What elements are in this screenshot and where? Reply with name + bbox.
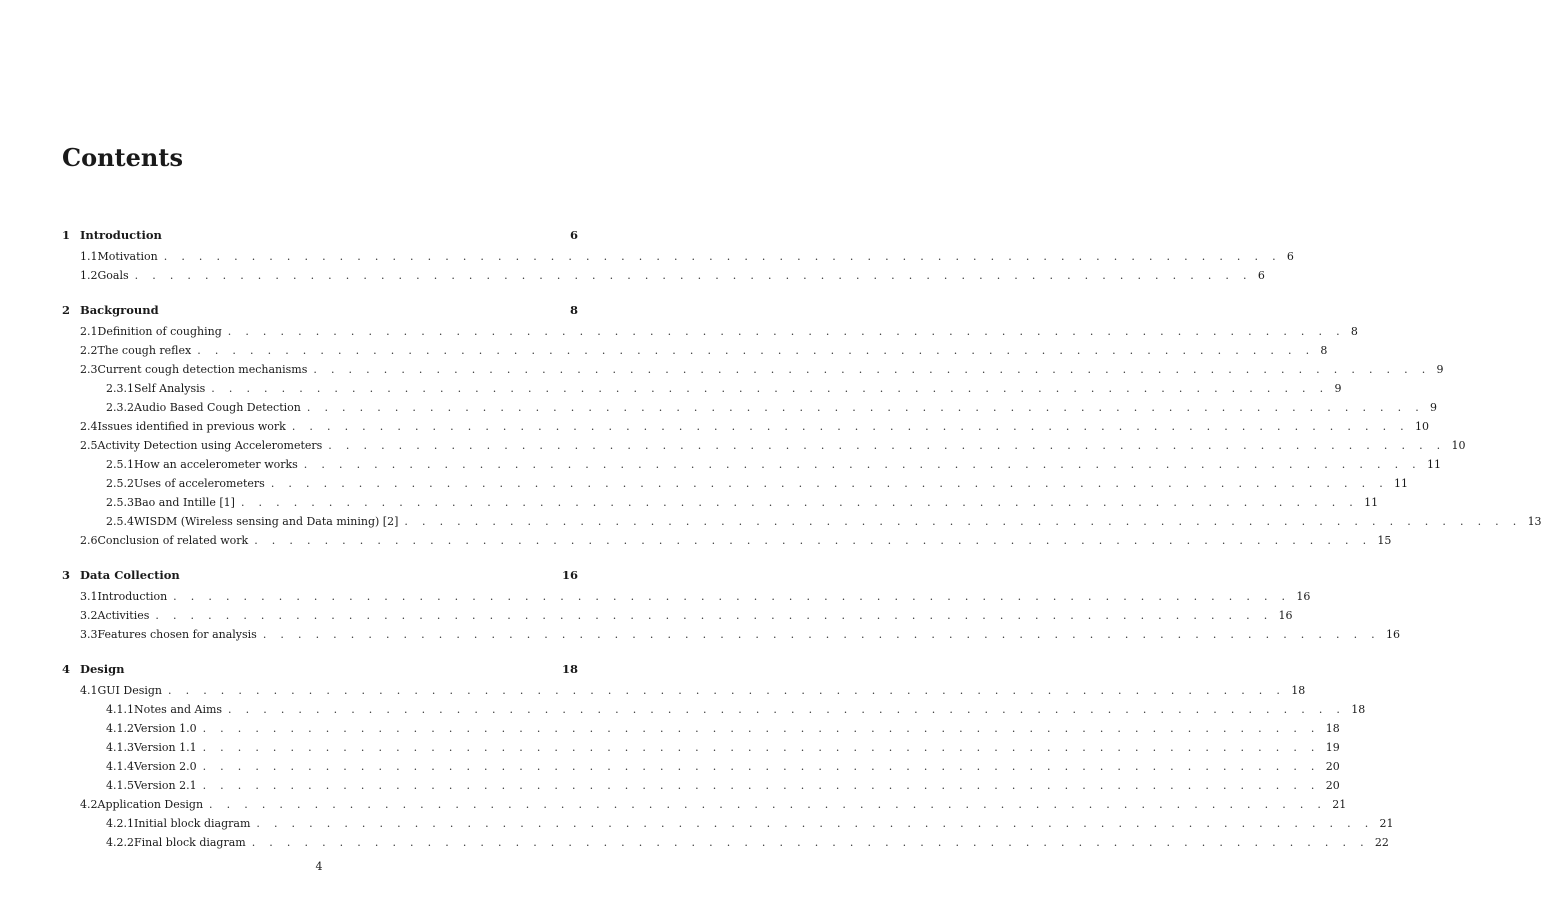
toc-section-entry[interactable]: [62, 436, 1466, 455]
dot-leader: . . . . . . . . . . . . . . . . . . . . . . . . . . . . . . . . . . . . . . . . . . . . . . . . . . . . . . . . . . . . . . . .: [228, 703, 1346, 716]
entry-page-number: 9: [1334, 382, 1342, 395]
chapter-title: Data Collection: [80, 568, 180, 582]
entry-page-number: 19: [1325, 741, 1340, 754]
page-title: Contents: [62, 143, 183, 172]
dot-leader: . . . . . . . . . . . . . . . . . . . . . . . . . . . . . . . . . . . . . . . . . . . . . . . . . . . . . . . . . . . . . . . .: [251, 836, 1369, 849]
entry-page-number: 8: [1350, 325, 1358, 338]
entry-page-number: 21: [1332, 798, 1347, 811]
entry-page-number: 20: [1325, 760, 1340, 773]
entry-page-number: 10: [1451, 439, 1466, 452]
entry-number: 4.2.1: [106, 817, 134, 830]
chapter-page-number: 6: [569, 228, 578, 242]
entry-page-number: 18: [1351, 703, 1366, 716]
entry-number: 4.1.5: [106, 779, 134, 792]
dot-leader: . . . . . . . . . . . . . . . . . . . . . . . . . . . . . . . . . . . . . . . . . . . . . . . . . . . . . . . . . . . . . . . .: [202, 779, 1320, 792]
toc-subsection-entry[interactable]: [62, 474, 1409, 493]
entry-title: Version 2.0: [134, 760, 197, 773]
entry-title: Motivation: [97, 250, 158, 263]
entry-number: 2.4: [80, 420, 98, 433]
entry-title: Bao and Intille [1]: [134, 496, 235, 509]
toc-subsection-entry[interactable]: [62, 719, 1340, 738]
entry-number: 2.3.1: [106, 382, 134, 395]
dot-leader: . . . . . . . . . . . . . . . . . . . . . . . . . . . . . . . . . . . . . . . . . . . . . . . . . . . . . . . . . . . . . . . .: [303, 458, 1421, 471]
toc-section-entry[interactable]: [62, 681, 1306, 700]
chapter-title: Background: [80, 303, 159, 317]
toc-subsection-entry[interactable]: [62, 814, 1394, 833]
entry-title: Final block diagram: [134, 836, 246, 849]
toc-subsection-entry[interactable]: [62, 493, 1379, 512]
entry-page-number: 16: [1278, 609, 1293, 622]
entry-number: 2.5.2: [106, 477, 134, 490]
entry-number: 2.5.4: [106, 515, 134, 528]
dot-leader: . . . . . . . . . . . . . . . . . . . . . . . . . . . . . . . . . . . . . . . . . . . . . . . . . . . . . . . . . . . . . . . .: [134, 269, 1252, 282]
entry-page-number: 9: [1430, 401, 1438, 414]
toc-section-entry[interactable]: [62, 322, 1358, 341]
toc-subsection-entry[interactable]: [62, 398, 1438, 417]
chapter-title: Design: [80, 662, 125, 676]
dot-leader: . . . . . . . . . . . . . . . . . . . . . . . . . . . . . . . . . . . . . . . . . . . . . . . . . . . . . . . . . . . . . . . .: [254, 534, 1372, 547]
dot-leader: . . . . . . . . . . . . . . . . . . . . . . . . . . . . . . . . . . . . . . . . . . . . . . . . . . . . . . . . . . . . . . . .: [270, 477, 1389, 490]
chapter-spacer: [62, 285, 578, 303]
entry-title: Issues identified in previous work: [97, 420, 286, 433]
dot-leader: . . . . . . . . . . . . . . . . . . . . . . . . . . . . . . . . . . . . . . . . . . . . . . . . . . . . . . . . . . . . . . . .: [404, 515, 1522, 528]
entry-number: 2.5: [80, 439, 98, 452]
entry-number: 4.1.2: [106, 722, 134, 735]
toc-section-entry[interactable]: [62, 625, 1400, 644]
dot-leader: . . . . . . . . . . . . . . . . . . . . . . . . . . . . . . . . . . . . . . . . . . . . . . . . . . . . . . . . . . . . . . . .: [291, 420, 1409, 433]
chapter-spacer: [62, 644, 578, 662]
entry-title: Version 1.1: [134, 741, 197, 754]
entry-page-number: 13: [1527, 515, 1542, 528]
chapter-page-number: 8: [569, 303, 578, 317]
entry-number: 2.5.1: [106, 458, 134, 471]
entry-title: Audio Based Cough Detection: [134, 401, 301, 414]
entry-page-number: 6: [1286, 250, 1294, 263]
toc-subsection-entry[interactable]: [62, 776, 1340, 795]
toc-subsection-entry[interactable]: [62, 379, 1342, 398]
entry-title: Self Analysis: [134, 382, 206, 395]
entry-number: 4.2.2: [106, 836, 134, 849]
toc-section-entry[interactable]: [62, 795, 1347, 814]
entry-page-number: 16: [1385, 628, 1400, 641]
dot-leader: . . . . . . . . . . . . . . . . . . . . . . . . . . . . . . . . . . . . . . . . . . . . . . . . . . . . . . . . . . . . . . . .: [313, 363, 1431, 376]
chapter-number: 3: [62, 568, 71, 582]
toc-subsection-entry[interactable]: [62, 512, 1542, 531]
toc-section-entry[interactable]: [62, 531, 1392, 550]
toc-section-entry[interactable]: [62, 247, 1294, 266]
dot-leader: . . . . . . . . . . . . . . . . . . . . . . . . . . . . . . . . . . . . . . . . . . . . . . . . . . . . . . . . . . . . . . . .: [306, 401, 1425, 414]
toc-section-entry[interactable]: [62, 417, 1429, 436]
toc-subsection-entry[interactable]: [62, 700, 1366, 719]
toc-subsection-entry[interactable]: [62, 738, 1340, 757]
dot-leader: . . . . . . . . . . . . . . . . . . . . . . . . . . . . . . . . . . . . . . . . . . . . . . . . . . . . . . . . . . . . . . . .: [227, 325, 1345, 338]
entry-page-number: 10: [1414, 420, 1429, 433]
toc-section-entry[interactable]: [62, 587, 1311, 606]
entry-title: Activity Detection using Accelerometers: [97, 439, 323, 452]
entry-title: Current cough detection mechanisms: [97, 363, 308, 376]
chapter-page-number: 16: [561, 568, 578, 582]
entry-number: 2.2: [80, 344, 98, 357]
chapter-number: 1: [62, 228, 71, 242]
dot-leader: . . . . . . . . . . . . . . . . . . . . . . . . . . . . . . . . . . . . . . . . . . . . . . . . . . . . . . . . . . . . . . . .: [209, 798, 1327, 811]
dot-leader: . . . . . . . . . . . . . . . . . . . . . . . . . . . . . . . . . . . . . . . . . . . . . . . . . . . . . . . . . . . . . . . .: [202, 760, 1320, 773]
dot-leader: . . . . . . . . . . . . . . . . . . . . . . . . . . . . . . . . . . . . . . . . . . . . . . . . . . . . . . . . . . . . . . . .: [211, 382, 1329, 395]
toc-chapter-entry[interactable]: [62, 228, 578, 247]
toc-subsection-entry[interactable]: [62, 757, 1340, 776]
entry-number: 2.3.2: [106, 401, 134, 414]
entry-number: 3.2: [80, 609, 98, 622]
entry-page-number: 20: [1325, 779, 1340, 792]
dot-leader: . . . . . . . . . . . . . . . . . . . . . . . . . . . . . . . . . . . . . . . . . . . . . . . . . . . . . . . . . . . . . . . .: [155, 609, 1273, 622]
chapter-number: 4: [62, 662, 71, 676]
entry-page-number: 18: [1291, 684, 1306, 697]
entry-number: 1.1: [80, 250, 98, 263]
dot-leader: . . . . . . . . . . . . . . . . . . . . . . . . . . . . . . . . . . . . . . . . . . . . . . . . . . . . . . . . . . . . . . . .: [168, 684, 1286, 697]
chapter-page-number: 18: [561, 662, 578, 676]
entry-number: 2.6: [80, 534, 98, 547]
entry-title: Activities: [97, 609, 150, 622]
chapter-spacer: [62, 550, 578, 568]
entry-title: Version 2.1: [134, 779, 197, 792]
toc-subsection-entry[interactable]: [62, 455, 1441, 474]
chapter-title: Introduction: [80, 228, 162, 242]
entry-number: 4.1.4: [106, 760, 134, 773]
dot-leader: . . . . . . . . . . . . . . . . . . . . . . . . . . . . . . . . . . . . . . . . . . . . . . . . . . . . . . . . . . . . . . . .: [163, 250, 1281, 263]
entry-page-number: 16: [1296, 590, 1311, 603]
entry-title: Goals: [97, 269, 129, 282]
entry-page-number: 6: [1257, 269, 1265, 282]
entry-page-number: 8: [1320, 344, 1328, 357]
entry-page-number: 11: [1364, 496, 1379, 509]
toc-chapter-entry[interactable]: [62, 568, 578, 587]
page-number: 4: [315, 860, 323, 873]
entry-number: 2.1: [80, 325, 98, 338]
table-of-contents: [62, 228, 1542, 852]
toc-section-entry[interactable]: [62, 341, 1328, 360]
entry-page-number: 11: [1426, 458, 1441, 471]
toc-section-entry[interactable]: [62, 266, 1265, 285]
dot-leader: . . . . . . . . . . . . . . . . . . . . . . . . . . . . . . . . . . . . . . . . . . . . . . . . . . . . . . . . . . . . . . . .: [202, 741, 1320, 754]
entry-page-number: 15: [1377, 534, 1392, 547]
entry-number: 4.1.1: [106, 703, 134, 716]
entry-title: How an accelerometer works: [134, 458, 298, 471]
entry-number: 3.1: [80, 590, 98, 603]
entry-title: Initial block diagram: [134, 817, 251, 830]
dot-leader: . . . . . . . . . . . . . . . . . . . . . . . . . . . . . . . . . . . . . . . . . . . . . . . . . . . . . . . . . . . . . . . .: [202, 722, 1320, 735]
toc-chapter-entry[interactable]: [62, 303, 578, 322]
entry-title: Definition of coughing: [97, 325, 222, 338]
entry-number: 4.2: [80, 798, 98, 811]
entry-number: 2.5.3: [106, 496, 134, 509]
chapter-number: 2: [62, 303, 71, 317]
dot-leader: . . . . . . . . . . . . . . . . . . . . . . . . . . . . . . . . . . . . . . . . . . . . . . . . . . . . . . . . . . . . . . . .: [328, 439, 1446, 452]
entry-number: 4.1: [80, 684, 98, 697]
entry-title: Introduction: [97, 590, 168, 603]
toc-section-entry[interactable]: [62, 360, 1444, 379]
dot-leader: . . . . . . . . . . . . . . . . . . . . . . . . . . . . . . . . . . . . . . . . . . . . . . . . . . . . . . . . . . . . . . . .: [256, 817, 1374, 830]
entry-number: 1.2: [80, 269, 98, 282]
entry-number: 3.3: [80, 628, 98, 641]
dot-leader: . . . . . . . . . . . . . . . . . . . . . . . . . . . . . . . . . . . . . . . . . . . . . . . . . . . . . . . . . . . . . . . .: [262, 628, 1380, 641]
entry-title: Conclusion of related work: [97, 534, 249, 547]
entry-title: Uses of accelerometers: [134, 477, 265, 490]
entry-page-number: 18: [1325, 722, 1340, 735]
dot-leader: . . . . . . . . . . . . . . . . . . . . . . . . . . . . . . . . . . . . . . . . . . . . . . . . . . . . . . . . . . . . . . . .: [240, 496, 1359, 509]
dot-leader: . . . . . . . . . . . . . . . . . . . . . . . . . . . . . . . . . . . . . . . . . . . . . . . . . . . . . . . . . . . . . . . .: [173, 590, 1291, 603]
entry-page-number: 21: [1379, 817, 1394, 830]
entry-title: WISDM (Wireless sensing and Data mining) [2]: [134, 515, 399, 528]
entry-title: Notes and Aims: [134, 703, 223, 716]
toc-chapter-entry[interactable]: [62, 662, 578, 681]
entry-page-number: 9: [1436, 363, 1444, 376]
entry-title: Features chosen for analysis: [97, 628, 257, 641]
entry-title: Version 1.0: [134, 722, 197, 735]
entry-title: The cough reflex: [97, 344, 192, 357]
entry-page-number: 22: [1374, 836, 1389, 849]
toc-subsection-entry[interactable]: [62, 833, 1389, 852]
toc-section-entry[interactable]: [62, 606, 1293, 625]
entry-number: 4.1.3: [106, 741, 134, 754]
dot-leader: . . . . . . . . . . . . . . . . . . . . . . . . . . . . . . . . . . . . . . . . . . . . . . . . . . . . . . . . . . . . . . . .: [197, 344, 1315, 357]
entry-title: Application Design: [97, 798, 204, 811]
entry-number: 2.3: [80, 363, 98, 376]
entry-title: GUI Design: [97, 684, 163, 697]
entry-page-number: 11: [1394, 477, 1409, 490]
